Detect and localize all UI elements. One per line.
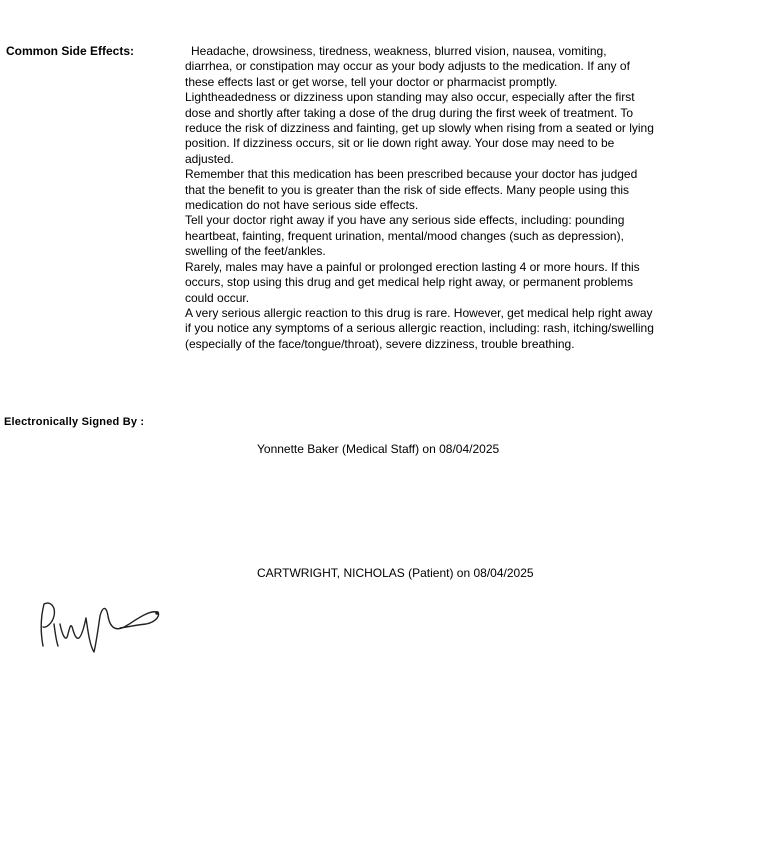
side-effects-paragraph: Remember that this medication has been prescribed because your doctor has judged that the benefit to you is greater than the risk of side effects. Many people using this medication do not have serious side effects. bbox=[185, 167, 638, 213]
side-effects-paragraph: Headache, drowsiness, tiredness, weakness, blurred vision, nausea, vomiting, diarrhea, or constipation may occur as your body adjusts to the medication. If any of these effects last or get worse, tell your doctor or pharmacist promptly. bbox=[185, 44, 630, 89]
patient-signature-line: CARTWRIGHT, NICHOLAS (Patient) on 08/04/2025 bbox=[257, 566, 534, 580]
side-effects-text bbox=[185, 44, 655, 352]
staff-signature-line: Yonnette Baker (Medical Staff) on 08/04/2025 bbox=[257, 442, 500, 456]
side-effects-paragraph: A very serious allergic reaction to this drug is rare. However, get medical help right away if you notice any symptoms of a serious allergic reaction, including: rash, itching/swelling (especially of the face/tongue/throat), severe dizziness, trouble breathing. bbox=[185, 305, 654, 351]
handwritten-signature bbox=[36, 594, 162, 656]
side-effects-label: Common Side Effects: bbox=[6, 44, 135, 58]
signed-by-label: Electronically Signed By : bbox=[4, 416, 145, 428]
side-effects-paragraph: Tell your doctor right away if you have any serious side effects, including: pounding heartbeat, fainting, frequent urination, mental/mood changes (such as depression), swelling of the feet/ankles. bbox=[185, 213, 625, 259]
side-effects-paragraph: Rarely, males may have a painful or prolonged erection lasting 4 or more hours. If this occurs, stop using this drug and get medical help right away, or permanent problems could occur. bbox=[185, 259, 640, 305]
side-effects-paragraph: Lightheadedness or dizziness upon standing may also occur, especially after the first dose and shortly after taking a dose of the drug during the first week of treatment. To reduce the risk of dizziness and fainting, get up slowly when rising from a seated or lying position. If dizziness occurs, sit or lie down right away. Your dose may need to be adjusted. bbox=[185, 90, 654, 166]
